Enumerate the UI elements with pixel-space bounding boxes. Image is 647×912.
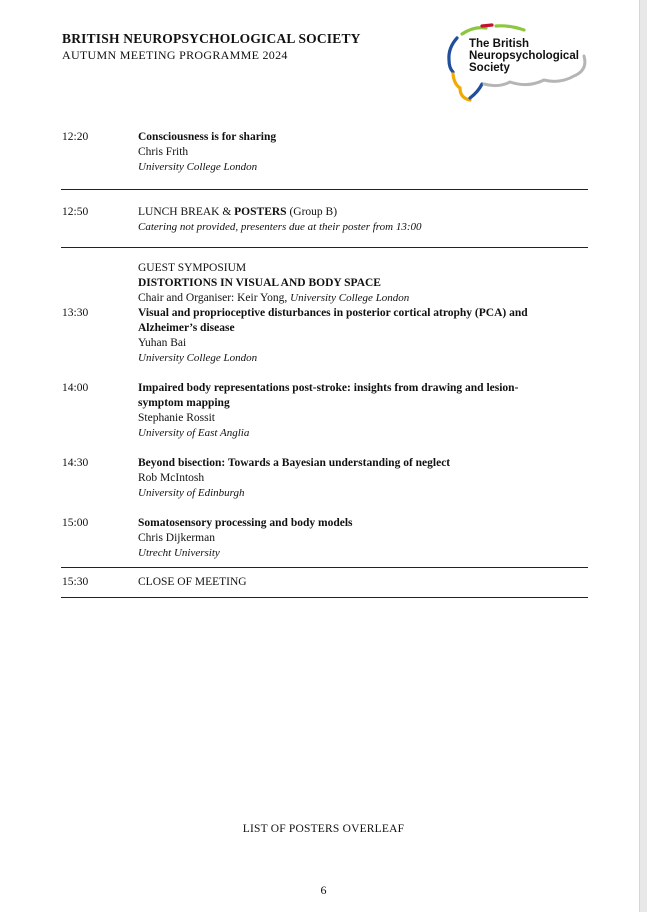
logo-line-3: Society [469, 62, 510, 74]
time: 12:20 [62, 131, 89, 143]
programme-subtitle: AUTUMN MEETING PROGRAMME 2024 [62, 48, 288, 62]
page-edge [639, 0, 647, 912]
close-label: CLOSE OF MEETING [138, 576, 247, 588]
posters-text: POSTERS [234, 206, 287, 218]
slot-close [61, 568, 588, 598]
logo-text [469, 38, 579, 74]
time: 12:50 [62, 206, 89, 218]
affiliation: University of Edinburgh [138, 487, 245, 499]
talk-4 [61, 516, 588, 561]
symposium-chair [138, 291, 588, 306]
time: 14:30 [62, 457, 89, 469]
talk-3 [61, 456, 588, 501]
programme-schedule [61, 128, 588, 598]
affiliation: University College London [138, 352, 258, 364]
talk-title: Somatosensory processing and body models [138, 517, 353, 529]
talk-title-line-2: symptom mapping [138, 397, 230, 409]
time: 13:30 [62, 307, 89, 319]
logo-line-2: Neuropsychological [469, 50, 579, 62]
lunch-label [138, 205, 588, 220]
lunch-note: Catering not provided, presenters due at their poster from 13:00 [138, 221, 422, 233]
page-number: 6 [320, 883, 327, 897]
affiliation: University of East Anglia [138, 427, 250, 439]
talk-title-line-2: Alzheimer’s disease [138, 322, 235, 334]
speaker: Chris Frith [138, 146, 189, 158]
talk-2 [61, 381, 588, 441]
bns-logo [440, 22, 590, 108]
slot-lunch [61, 190, 588, 248]
speaker: Stephanie Rossit [138, 412, 215, 424]
chair-label: Chair and Organiser: Keir Yong, [138, 292, 291, 304]
slot-consciousness [61, 128, 588, 190]
speaker: Chris Dijkerman [138, 532, 215, 544]
org-title: BRITISH NEUROPSYCHOLOGICAL SOCIETY [62, 31, 361, 46]
time: 14:00 [62, 382, 89, 394]
speaker: Rob McIntosh [138, 472, 205, 484]
talk-title-line-1: Visual and proprioceptive disturbances in posterior cortical atrophy (PCA) and [138, 307, 528, 319]
talk-title: Consciousness is for sharing [138, 131, 277, 143]
talk-title-line-1: Impaired body representations post-stroke: insights from drawing and lesion- [138, 382, 519, 394]
symposium-heading: GUEST SYMPOSIUM [138, 262, 247, 274]
time: 15:30 [62, 576, 89, 588]
time: 15:00 [62, 517, 89, 529]
document-header [62, 30, 361, 63]
logo-line-1: The British [469, 38, 530, 50]
speaker: Yuhan Bai [138, 337, 187, 349]
symposium-title: DISTORTIONS IN VISUAL AND BODY SPACE [138, 277, 381, 289]
talk-title: Beyond bisection: Towards a Bayesian understanding of neglect [138, 457, 451, 469]
chair-affiliation: University College London [290, 292, 410, 304]
affiliation: Utrecht University [138, 547, 220, 559]
group-text: (Group B) [286, 206, 338, 218]
affiliation: University College London [138, 161, 258, 173]
lunch-break-text: LUNCH BREAK & [138, 206, 235, 218]
slot-symposium [61, 248, 588, 568]
posters-overleaf-note: LIST OF POSTERS OVERLEAF [242, 823, 405, 835]
talk-1 [61, 306, 588, 366]
